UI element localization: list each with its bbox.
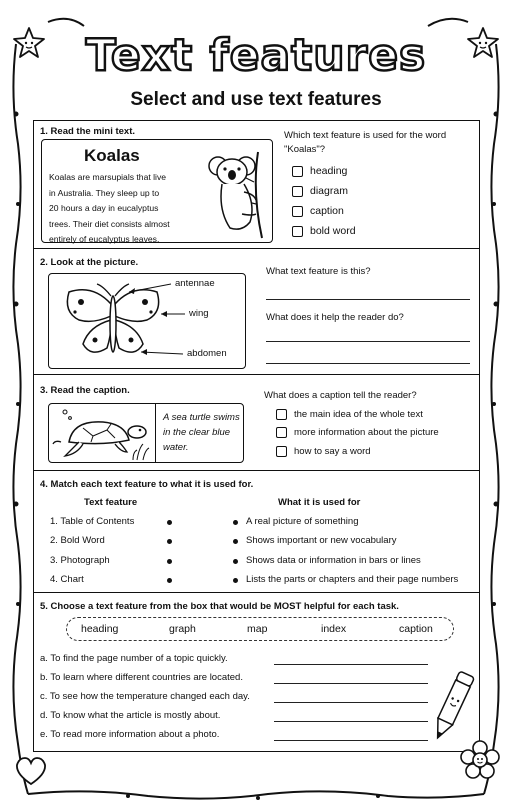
- option-caption[interactable]: caption: [292, 205, 344, 217]
- use-chapters: Lists the parts or chapters and their page numbers: [246, 574, 459, 585]
- checkbox[interactable]: [292, 186, 303, 197]
- option-how-to-say[interactable]: how to say a word: [276, 446, 371, 457]
- checkbox[interactable]: [292, 226, 303, 237]
- option-main-idea[interactable]: the main idea of the whole text: [276, 409, 423, 420]
- answer-line[interactable]: [274, 664, 428, 665]
- task-a: a. To find the page number of a topic quickly.: [40, 653, 228, 664]
- pencil-icon: [432, 667, 472, 747]
- section-1: [34, 121, 479, 249]
- match-dot-left[interactable]: [167, 559, 172, 564]
- sea-turtle-illustration: [53, 406, 153, 460]
- option-diagram[interactable]: diagram: [292, 185, 348, 197]
- section-4: [34, 471, 479, 593]
- section-5: [34, 593, 479, 753]
- question-1-prompt: Which text feature is used for the word "Koalas"?: [284, 130, 447, 155]
- match-dot-left[interactable]: [167, 539, 172, 544]
- task-c: c. To see how the temperature changed each day.: [40, 691, 250, 702]
- word-map: map: [247, 623, 268, 635]
- section-2: [34, 249, 479, 375]
- page-title: Text features: [85, 30, 427, 81]
- answer-line[interactable]: [266, 341, 470, 342]
- word-bank: [66, 617, 454, 641]
- page-subtitle: Select and use text features: [130, 89, 382, 110]
- word-heading: heading: [81, 623, 119, 635]
- flower-icon: [460, 740, 500, 780]
- section-2-heading: 2. Look at the picture.: [40, 257, 139, 268]
- section-3: [34, 375, 479, 471]
- column-header-used-for: What it is used for: [278, 497, 361, 508]
- column-header-text-feature: Text feature: [84, 497, 138, 508]
- answer-line[interactable]: [274, 721, 428, 722]
- koala-illustration: [208, 152, 268, 238]
- checkbox[interactable]: [276, 409, 287, 420]
- question-2b-prompt: What does it help the reader do?: [266, 312, 404, 323]
- answer-line[interactable]: [266, 363, 470, 364]
- task-e: e. To read more information about a photo.: [40, 729, 220, 740]
- match-dot-right[interactable]: [233, 559, 238, 564]
- task-b: b. To learn where different countries are located.: [40, 672, 243, 683]
- answer-line[interactable]: [266, 299, 470, 300]
- mini-text-box: [41, 139, 273, 243]
- match-dot-right[interactable]: [233, 578, 238, 583]
- answer-line[interactable]: [274, 702, 428, 703]
- use-vocabulary: Shows important or new vocabulary: [246, 535, 397, 546]
- checkbox[interactable]: [276, 427, 287, 438]
- section-3-heading: 3. Read the caption.: [40, 385, 130, 396]
- task-d: d. To know what the article is mostly about.: [40, 710, 221, 721]
- checkbox[interactable]: [292, 166, 303, 177]
- label-antennae: antennae: [175, 278, 215, 289]
- use-data: Shows data or information in bars or lines: [246, 555, 421, 566]
- feature-chart: 4. Chart: [50, 574, 84, 585]
- section-1-heading: 1. Read the mini text.: [40, 126, 136, 137]
- word-caption: caption: [399, 623, 433, 635]
- match-dot-left[interactable]: [167, 520, 172, 525]
- mini-text-body: Koalas are marsupials that live in Australia. They sleep up to 20 hours a day in eucalyptus trees. Their diet consists almost entirely of eucalyptus leaves.: [49, 172, 170, 244]
- section-5-heading: 5. Choose a text feature from the box that would be MOST helpful for each task.: [40, 601, 399, 612]
- word-graph: graph: [169, 623, 196, 635]
- question-2a-prompt: What text feature is this?: [266, 266, 371, 277]
- word-index: index: [321, 623, 347, 635]
- heart-icon: [14, 756, 48, 786]
- question-3-prompt: What does a caption tell the reader?: [264, 390, 417, 401]
- checkbox[interactable]: [276, 446, 287, 457]
- option-bold-word[interactable]: bold word: [292, 225, 356, 237]
- label-pointer-lines: [49, 274, 247, 370]
- match-dot-left[interactable]: [167, 578, 172, 583]
- match-dot-right[interactable]: [233, 520, 238, 525]
- use-real-picture: A real picture of something: [246, 516, 359, 527]
- diagram-box: [48, 273, 246, 369]
- label-abdomen: abdomen: [187, 348, 227, 359]
- feature-bold-word: 2. Bold Word: [50, 535, 105, 546]
- option-heading[interactable]: heading: [292, 165, 347, 177]
- label-wing: wing: [189, 308, 209, 319]
- caption-text: A sea turtle swims in the clear blue water.: [163, 412, 240, 453]
- caption-box: [48, 403, 244, 463]
- match-dot-right[interactable]: [233, 539, 238, 544]
- checkbox[interactable]: [292, 206, 303, 217]
- section-4-heading: 4. Match each text feature to what it is used for.: [40, 479, 254, 490]
- mini-text-title: Koalas: [84, 146, 140, 165]
- option-more-information[interactable]: more information about the picture: [276, 427, 439, 438]
- feature-photograph: 3. Photograph: [50, 555, 110, 566]
- worksheet: [33, 120, 480, 752]
- caption-divider: [155, 404, 156, 462]
- answer-line[interactable]: [274, 683, 428, 684]
- feature-table-of-contents: 1. Table of Contents: [50, 516, 135, 527]
- answer-line[interactable]: [274, 740, 428, 741]
